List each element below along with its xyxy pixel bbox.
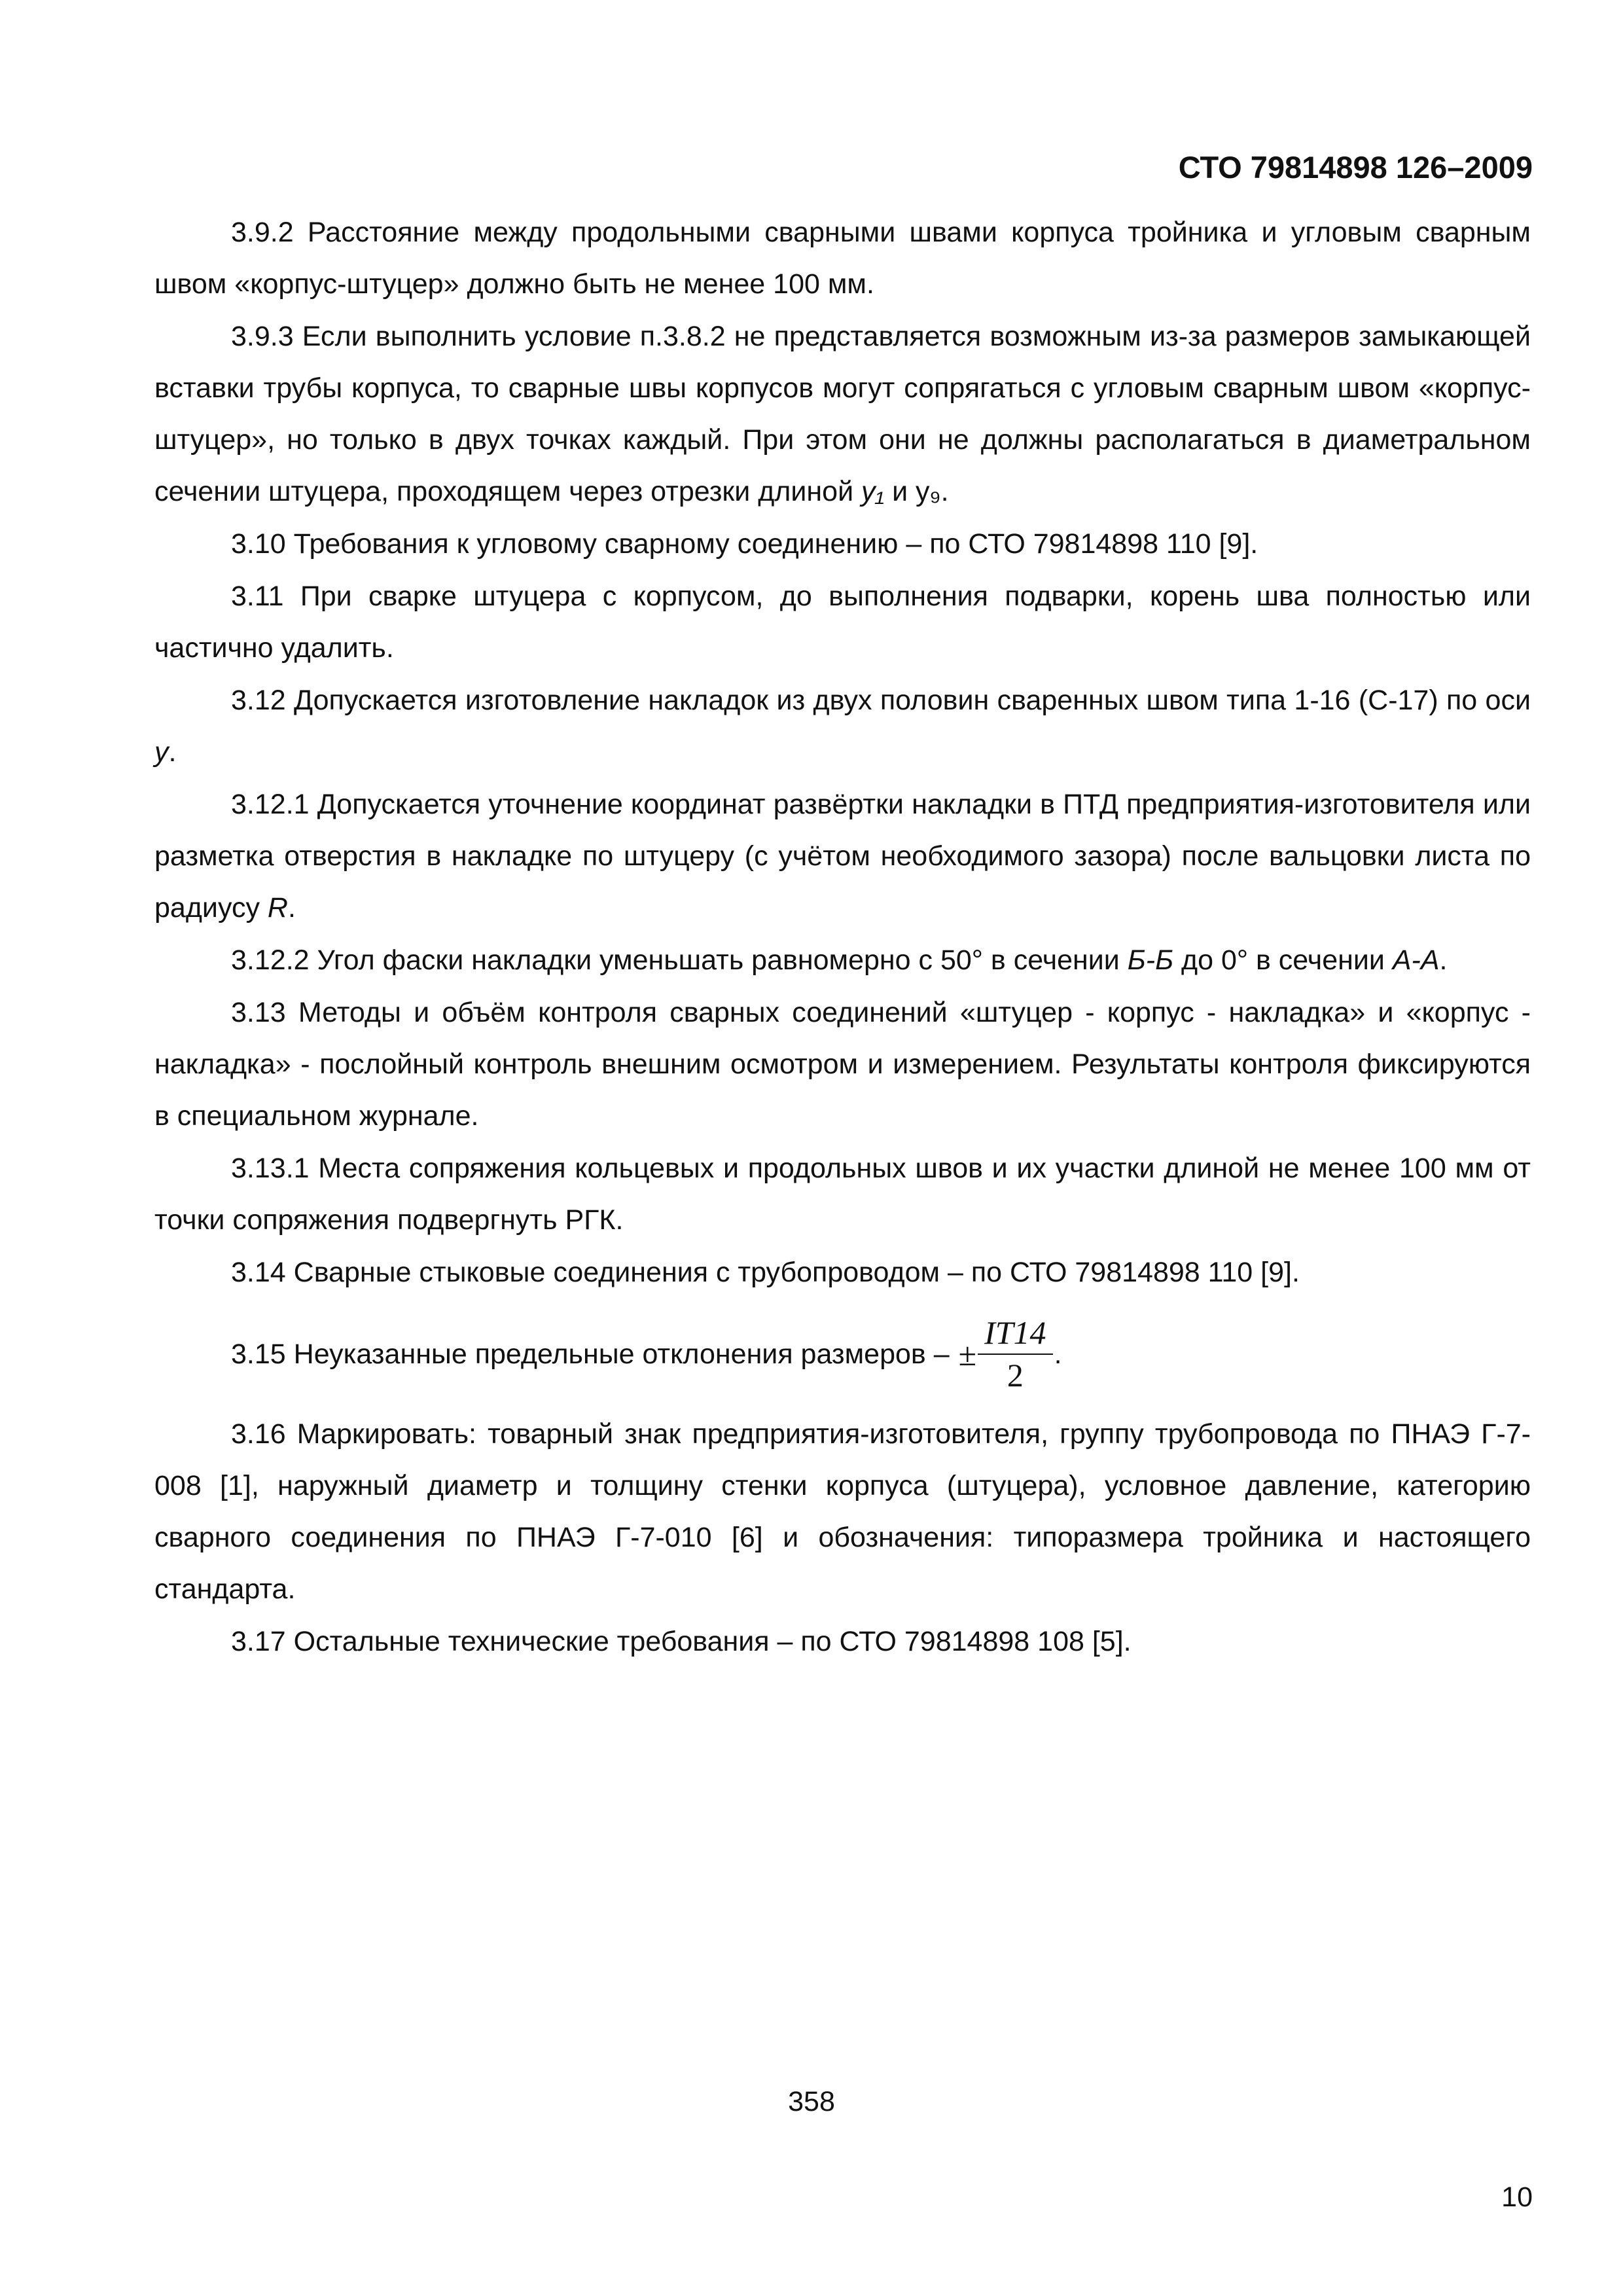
paragraph-3-13: 3.13 Методы и объём контроля сварных соединений «штуцер - корпус - накладка» и «корпус - накладка» - послойный контроль внешним осмотром и измерением. Результаты контроля фиксируются в специальном журнале. [154, 997, 1531, 1132]
standard-code: СТО 79814898 126–2009 [1178, 150, 1533, 185]
fraction-denominator: 2 [1007, 1357, 1024, 1393]
paragraph-3-13-1: 3.13.1 Места сопряжения кольцевых и продольных швов и их участки длиной не менее 100 мм от точки сопряжения подвергнуть РГК. [154, 1153, 1531, 1236]
variable-y: y [154, 736, 169, 768]
paragraph-3-12: 3.12 Допускается изготовление накладок из двух половин сваренных швом типа 1-16 (С-17) по оси y. [154, 685, 1531, 768]
section-a-a: А-А [1392, 944, 1440, 976]
paragraph-3-9-3: 3.9.3 Если выполнить условие п.3.8.2 не представляется возможным из-за размеров замыкающей вставки трубы корпуса, то сварные швы корпусов могут сопрягаться с угловым сварным швом «корпус-штуцер», но только в двух точках каждый. При этом они не должны располагаться в диаметральном сечении штуцера, проходящем через отрезки длиной y₁ и y₉. [154, 321, 1531, 507]
paragraph-3-12-1: 3.12.1 Допускается уточнение координат развёртки накладки в ПТД предприятия-изготовителя или разметка отверстия в накладке по штуцеру (с учётом необходимого зазора) после вальцовки листа по радиусу R. [154, 789, 1531, 924]
paragraph-3-11: 3.11 При сварке штуцера с корпусом, до выполнения подварки, корень шва полностью или частично удалить. [154, 581, 1531, 664]
variable-y9: y₉ [916, 476, 941, 507]
sheet-number: 10 [1501, 2181, 1533, 2213]
paragraph-3-14: 3.14 Сварные стыковые соединения с трубопроводом – по СТО 79814898 110 [9]. [231, 1257, 1300, 1288]
plus-minus-sign: ± [958, 1335, 977, 1372]
document-body [154, 207, 1531, 1668]
tolerance-fraction [978, 1315, 1052, 1393]
paragraph-3-10: 3.10 Требования к угловому сварному соединению – по СТО 79814898 110 [9]. [231, 528, 1258, 560]
variable-y1: y₁ [861, 476, 885, 507]
fraction-numerator: IT14 [978, 1315, 1052, 1355]
paragraph-3-17: 3.17 Остальные технические требования – по СТО 79814898 108 [5]. [231, 1626, 1132, 1657]
page-number: 358 [788, 2086, 835, 2117]
section-b-b: Б-Б [1127, 944, 1174, 976]
paragraph-3-15: 3.15 Неуказанные предельные отклонения размеров – ± $\frac{IT14}{2}$ . [231, 1314, 1062, 1393]
paragraph-3-12-2: 3.12.2 Угол фаски накладки уменьшать равномерно с 50° в сечении Б-Б до 0° в сечении А-А. [231, 944, 1448, 976]
paragraph-3-16: 3.16 Маркировать: товарный знак предприятия-изготовителя, группу трубопровода по ПНАЭ Г-7-008 [1], наружный диаметр и толщину стенки корпуса (штуцера), условное давление, категорию сварного соединения по ПНАЭ Г-7-010 [6] и обозначения: типоразмера тройника и настоящего стандарта. [154, 1418, 1531, 1605]
paragraph-3-9-2: 3.9.2 Расстояние между продольными сварными швами корпуса тройника и угловым сварным швом «корпус-штуцер» должно быть не менее 100 мм. [154, 217, 1531, 300]
variable-r: R [267, 892, 288, 924]
